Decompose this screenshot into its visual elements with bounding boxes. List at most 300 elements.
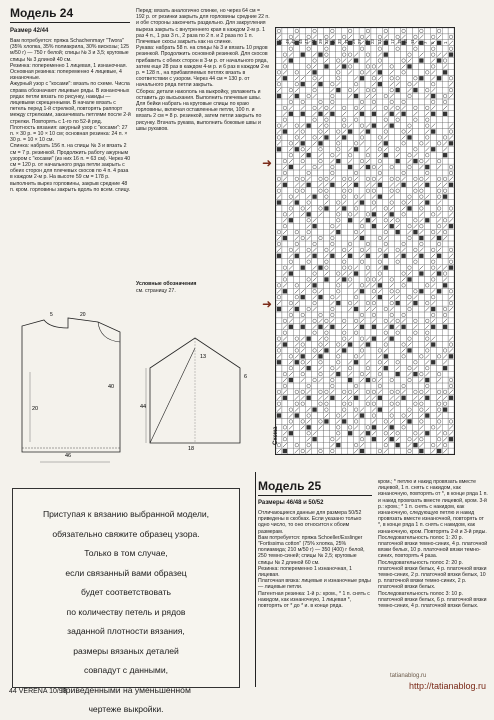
chart-decrease-symbol [319, 136, 323, 140]
chart-yarnover-symbol [289, 142, 293, 146]
chart-cell [424, 152, 430, 158]
chart-cell [335, 424, 341, 430]
chart-yarnover-symbol [408, 224, 412, 228]
chart-decrease-symbol [342, 254, 346, 258]
chart-yarnover-symbol [449, 384, 453, 388]
chart-cell [288, 140, 294, 146]
chart-cell [371, 87, 377, 93]
chart-cell [424, 69, 430, 75]
chart-cell [383, 64, 389, 70]
chart-cell [377, 436, 383, 442]
chart-cell [436, 99, 442, 105]
chart-cell [383, 371, 389, 377]
chart-yarnover-symbol [414, 361, 418, 365]
chart-cell [282, 200, 288, 206]
chart-cell [341, 371, 347, 377]
chart-cell [318, 383, 324, 389]
chart-decrease-symbol [283, 378, 287, 382]
chart-cell [383, 129, 389, 135]
chart-cell [359, 300, 365, 306]
chart-cell [371, 342, 377, 348]
chart-decrease-symbol [366, 59, 370, 63]
instruction-line: Приступая к вязанию выбранной модели, [42, 509, 210, 519]
chart-cell [383, 182, 389, 188]
chart-yarnover-symbol [319, 100, 323, 104]
chart-decrease-symbol [301, 183, 305, 187]
chart-decrease-symbol [378, 153, 382, 157]
chart-yarnover-symbol [337, 130, 341, 134]
chart-purl-symbol [289, 325, 293, 329]
chart-cell [430, 81, 436, 87]
chart-decrease-symbol [378, 141, 382, 145]
chart-yarnover-symbol [283, 266, 287, 270]
chart-cell [389, 312, 395, 318]
chart-cell [412, 241, 418, 247]
chart-decrease-symbol [313, 307, 317, 311]
chart-cell [395, 164, 401, 170]
chart-cell [436, 383, 442, 389]
chart-cell [347, 277, 353, 283]
chart-cell [395, 200, 401, 206]
chart-cell [288, 282, 294, 288]
chart-cell [365, 200, 371, 206]
chart-yarnover-symbol [295, 284, 299, 288]
chart-yarnover-symbol [301, 177, 305, 181]
chart-yarnover-symbol [295, 230, 299, 234]
chart-cell [341, 383, 347, 389]
chart-row-number: 13 [403, 38, 409, 44]
chart-cell [341, 300, 347, 306]
chart-cell [407, 324, 413, 330]
chart-decrease-symbol [425, 307, 429, 311]
chart-cell [395, 99, 401, 105]
chart-cell [347, 348, 353, 354]
chart-cell [412, 330, 418, 336]
chart-decrease-symbol [360, 431, 364, 435]
chart-yarnover-symbol [307, 65, 311, 69]
chart-cell [353, 69, 359, 75]
chart-yarnover-symbol [301, 130, 305, 134]
chart-cell [318, 259, 324, 265]
chart-yarnover-symbol [283, 384, 287, 388]
chart-yarnover-symbol [360, 159, 364, 163]
chart-cell [353, 135, 359, 141]
chart-cell [412, 28, 418, 34]
chart-cell [365, 419, 371, 425]
chart-cell [276, 383, 282, 389]
chart-cell [353, 294, 359, 300]
chart-decrease-symbol [390, 82, 394, 86]
chart-decrease-symbol [437, 248, 441, 252]
chart-yarnover-symbol [384, 230, 388, 234]
chart-cell [312, 424, 318, 430]
chart-decrease-symbol [360, 319, 364, 323]
chart-purl-symbol [277, 200, 281, 204]
chart-cell [335, 93, 341, 99]
chart-cell [377, 300, 383, 306]
chart-cell [448, 324, 454, 330]
chart-cell [359, 188, 365, 194]
chart-cell [383, 419, 389, 425]
chart-cell [424, 64, 430, 70]
chart-cell [395, 389, 401, 395]
chart-purl-symbol [289, 112, 293, 116]
chart-cell [347, 436, 353, 442]
chart-cell [407, 294, 413, 300]
chart-yarnover-symbol [414, 47, 418, 51]
chart-cell [341, 140, 347, 146]
chart-cell [418, 383, 424, 389]
chart-decrease-symbol [342, 325, 346, 329]
chart-decrease-symbol [283, 165, 287, 169]
chart-cell [288, 442, 294, 448]
chart-decrease-symbol [384, 236, 388, 240]
chart-cell [377, 235, 383, 241]
chart-cell [412, 69, 418, 75]
chart-cell [383, 377, 389, 383]
chart-decrease-symbol [425, 325, 429, 329]
chart-purl-symbol [384, 52, 388, 56]
chart-cell [347, 87, 353, 93]
chart-cell [418, 419, 424, 425]
chart-cell [347, 318, 353, 324]
chart-decrease-symbol [348, 59, 352, 63]
chart-cell [312, 271, 318, 277]
chart-cell [329, 288, 335, 294]
chart-cell [359, 206, 365, 212]
chart-cell [424, 277, 430, 283]
chart-cell [424, 419, 430, 425]
chart-cell [430, 194, 436, 200]
chart-decrease-symbol [319, 396, 323, 400]
chart-cell [407, 99, 413, 105]
chart-cell [442, 312, 448, 318]
chart-decrease-symbol [449, 307, 453, 311]
chart-cell [276, 58, 282, 64]
chart-cell [407, 383, 413, 389]
chart-yarnover-symbol [414, 148, 418, 152]
chart-cell [335, 200, 341, 206]
chart-yarnover-symbol [402, 171, 406, 175]
chart-cell [312, 200, 318, 206]
chart-cell [282, 401, 288, 407]
chart-decrease-symbol [360, 165, 364, 169]
chart-cell [312, 288, 318, 294]
chart-cell [383, 87, 389, 93]
chart-cell [318, 28, 324, 34]
chart-decrease-symbol [283, 325, 287, 329]
chart-cell [300, 271, 306, 277]
chart-cell [323, 81, 329, 87]
chart-cell [407, 448, 413, 454]
chart-cell [335, 241, 341, 247]
chart-cell [288, 300, 294, 306]
chart-cell [335, 46, 341, 52]
chart-yarnover-symbol [437, 372, 441, 376]
chart-cell [335, 140, 341, 146]
chart-cell [407, 282, 413, 288]
chart-decrease-symbol [437, 443, 441, 447]
chart-yarnover-symbol [378, 384, 382, 388]
chart-yarnover-symbol [420, 177, 424, 181]
chart-cell [430, 389, 436, 395]
chart-cell [323, 146, 329, 152]
chart-cell [430, 170, 436, 176]
chart-purl-symbol [443, 325, 447, 329]
chart-cell [306, 288, 312, 294]
chart-cell [323, 241, 329, 247]
chart-cell [282, 300, 288, 306]
chart-yarnover-symbol [354, 118, 358, 122]
chart-decrease-symbol [330, 106, 334, 110]
chart-cell [347, 424, 353, 430]
chart-yarnover-symbol [295, 177, 299, 181]
chart-cell [401, 223, 407, 229]
chart-cell [359, 135, 365, 141]
chart-cell [341, 359, 347, 365]
chart-yarnover-symbol [384, 420, 388, 424]
chart-decrease-symbol [277, 408, 281, 412]
chart-purl-symbol [384, 254, 388, 258]
chart-yarnover-symbol [431, 82, 435, 86]
chart-cell [335, 342, 341, 348]
chart-cell [383, 407, 389, 413]
chart-yarnover-symbol [449, 260, 453, 264]
chart-decrease-symbol [372, 94, 376, 98]
chart-cell [371, 312, 377, 318]
chart-cell [448, 282, 454, 288]
chart-cell [383, 389, 389, 395]
chart-yarnover-symbol [301, 148, 305, 152]
chart-purl-symbol [443, 70, 447, 74]
chart-cell [436, 188, 442, 194]
chart-cell [347, 324, 353, 330]
chart-cell [377, 330, 383, 336]
chart-purl-symbol [301, 354, 305, 358]
chart-cell [395, 265, 401, 271]
chart-decrease-symbol [307, 420, 311, 424]
chart-cell [424, 34, 430, 40]
chart-yarnover-symbol [354, 443, 358, 447]
chart-purl-symbol [301, 141, 305, 145]
chart-decrease-symbol [431, 449, 435, 453]
chart-purl-symbol [324, 277, 328, 281]
chart-yarnover-symbol [449, 378, 453, 382]
chart-cell [365, 294, 371, 300]
chart-cell [306, 312, 312, 318]
chart-decrease-symbol [372, 195, 376, 199]
chart-yarnover-symbol [319, 372, 323, 376]
chart-cell [412, 235, 418, 241]
chart-decrease-symbol [307, 449, 311, 453]
chart-cell [418, 359, 424, 365]
chart-cell [359, 247, 365, 253]
chart-cell [365, 235, 371, 241]
chart-cell [365, 241, 371, 247]
chart-cell [359, 117, 365, 123]
chart-cell [294, 430, 300, 436]
chart-cell [347, 99, 353, 105]
chart-yarnover-symbol [443, 230, 447, 234]
chart-cell [430, 407, 436, 413]
chart-decrease-symbol [319, 366, 323, 370]
chart-yarnover-symbol [390, 165, 394, 169]
chart-cell [288, 117, 294, 123]
chart-cell [318, 235, 324, 241]
chart-yarnover-symbol [337, 213, 341, 217]
chart-row-number: 7 [423, 41, 429, 44]
chart-cell [335, 194, 341, 200]
chart-purl-symbol [413, 301, 417, 305]
chart-yarnover-symbol [307, 278, 311, 282]
chart-cell [371, 413, 377, 419]
chart-cell [430, 223, 436, 229]
chart-cell [377, 99, 383, 105]
chart-purl-symbol [306, 183, 310, 187]
chart-decrease-symbol [408, 130, 412, 134]
chart-cell [323, 407, 329, 413]
chart-decrease-symbol [449, 82, 453, 86]
chart-cell [436, 117, 442, 123]
chart-yarnover-symbol [354, 195, 358, 199]
chart-yarnover-symbol [295, 443, 299, 447]
chart-cell [312, 87, 318, 93]
chart-cell [442, 176, 448, 182]
chart-cell [401, 211, 407, 217]
chart-cell [395, 64, 401, 70]
chart-cell [318, 247, 324, 253]
chart-cell [418, 87, 424, 93]
chart-cell [329, 413, 335, 419]
chart-yarnover-symbol [325, 337, 329, 341]
chart-decrease-symbol [348, 337, 352, 341]
chart-yarnover-symbol [449, 171, 453, 175]
chart-yarnover-symbol [414, 402, 418, 406]
chart-cell [341, 265, 347, 271]
chart-cell [300, 401, 306, 407]
chart-cell [430, 383, 436, 389]
chart-cell [365, 176, 371, 182]
chart-cell [353, 229, 359, 235]
chart-decrease-symbol [354, 76, 358, 80]
chart-cell [412, 194, 418, 200]
chart-cell [424, 28, 430, 34]
chart-decrease-symbol [419, 431, 423, 435]
chart-yarnover-symbol [390, 402, 394, 406]
chart-yarnover-symbol [277, 337, 281, 341]
chart-cell [329, 211, 335, 217]
chart-cell [412, 383, 418, 389]
chart-decrease-symbol [437, 431, 441, 435]
chart-cell [347, 312, 353, 318]
chart-cell [424, 330, 430, 336]
chart-decrease-symbol [354, 390, 358, 394]
chart-cell [371, 135, 377, 141]
chart-cell [395, 58, 401, 64]
chart-cell [377, 170, 383, 176]
chart-decrease-symbol [443, 396, 447, 400]
chart-decrease-symbol [319, 425, 323, 429]
chart-cell [341, 211, 347, 217]
chart-cell [365, 288, 371, 294]
chart-cell [377, 306, 383, 312]
chart-cell [436, 87, 442, 93]
chart-decrease-symbol [372, 319, 376, 323]
chart-yarnover-symbol [313, 319, 317, 323]
chart-cell [424, 58, 430, 64]
chart-cell [430, 211, 436, 217]
chart-decrease-symbol [384, 224, 388, 228]
chart-cell [377, 217, 383, 223]
chart-cell [418, 206, 424, 212]
chart-cell [424, 211, 430, 217]
chart-yarnover-symbol [426, 124, 430, 128]
chart-yarnover-symbol [354, 319, 358, 323]
chart-cell [288, 223, 294, 229]
chart-decrease-symbol [336, 153, 340, 157]
chart-yarnover-symbol [396, 331, 400, 335]
chart-decrease-symbol [372, 295, 376, 299]
chart-cell [347, 229, 353, 235]
chart-yarnover-symbol [342, 260, 346, 264]
chart-cell [359, 46, 365, 52]
chart-cell [347, 200, 353, 206]
chart-cell [371, 247, 377, 253]
chart-decrease-symbol [307, 177, 311, 181]
chart-yarnover-symbol [420, 224, 424, 228]
chart-cell [389, 46, 395, 52]
chart-yarnover-symbol [408, 124, 412, 128]
chart-yarnover-symbol [337, 426, 341, 430]
chart-cell [430, 241, 436, 247]
chart-cell [418, 28, 424, 34]
chart-cell [407, 424, 413, 430]
chart-cell [442, 93, 448, 99]
chart-cell [335, 306, 341, 312]
chart-cell [371, 200, 377, 206]
chart-decrease-symbol [313, 112, 317, 116]
chart-cell [436, 140, 442, 146]
chart-decrease-symbol [372, 218, 376, 222]
chart-cell [312, 146, 318, 152]
chart-cell [329, 46, 335, 52]
chart-yarnover-symbol [337, 71, 341, 75]
chart-decrease-symbol [324, 183, 328, 187]
chart-cell [359, 69, 365, 75]
chart-purl-symbol [431, 112, 435, 116]
chart-yarnover-symbol [319, 207, 323, 211]
chart-cell [341, 336, 347, 342]
chart-cell [276, 312, 282, 318]
chart-cell [377, 158, 383, 164]
chart-cell [353, 353, 359, 359]
chart-row-number: 3 [436, 41, 442, 44]
chart-cell [442, 87, 448, 93]
chart-cell [383, 401, 389, 407]
watermark-link[interactable]: http://tatianablog.ru [408, 681, 486, 691]
chart-cell [365, 117, 371, 123]
chart-yarnover-symbol [319, 343, 323, 347]
chart-yarnover-symbol [354, 384, 358, 388]
chart-cell [377, 46, 383, 52]
chart-cell [276, 111, 282, 117]
chart-decrease-symbol [390, 195, 394, 199]
chart-cell [335, 123, 341, 129]
chart-cell [329, 282, 335, 288]
chart-cell [407, 265, 413, 271]
chart-decrease-symbol [307, 236, 311, 240]
chart-cell [418, 324, 424, 330]
